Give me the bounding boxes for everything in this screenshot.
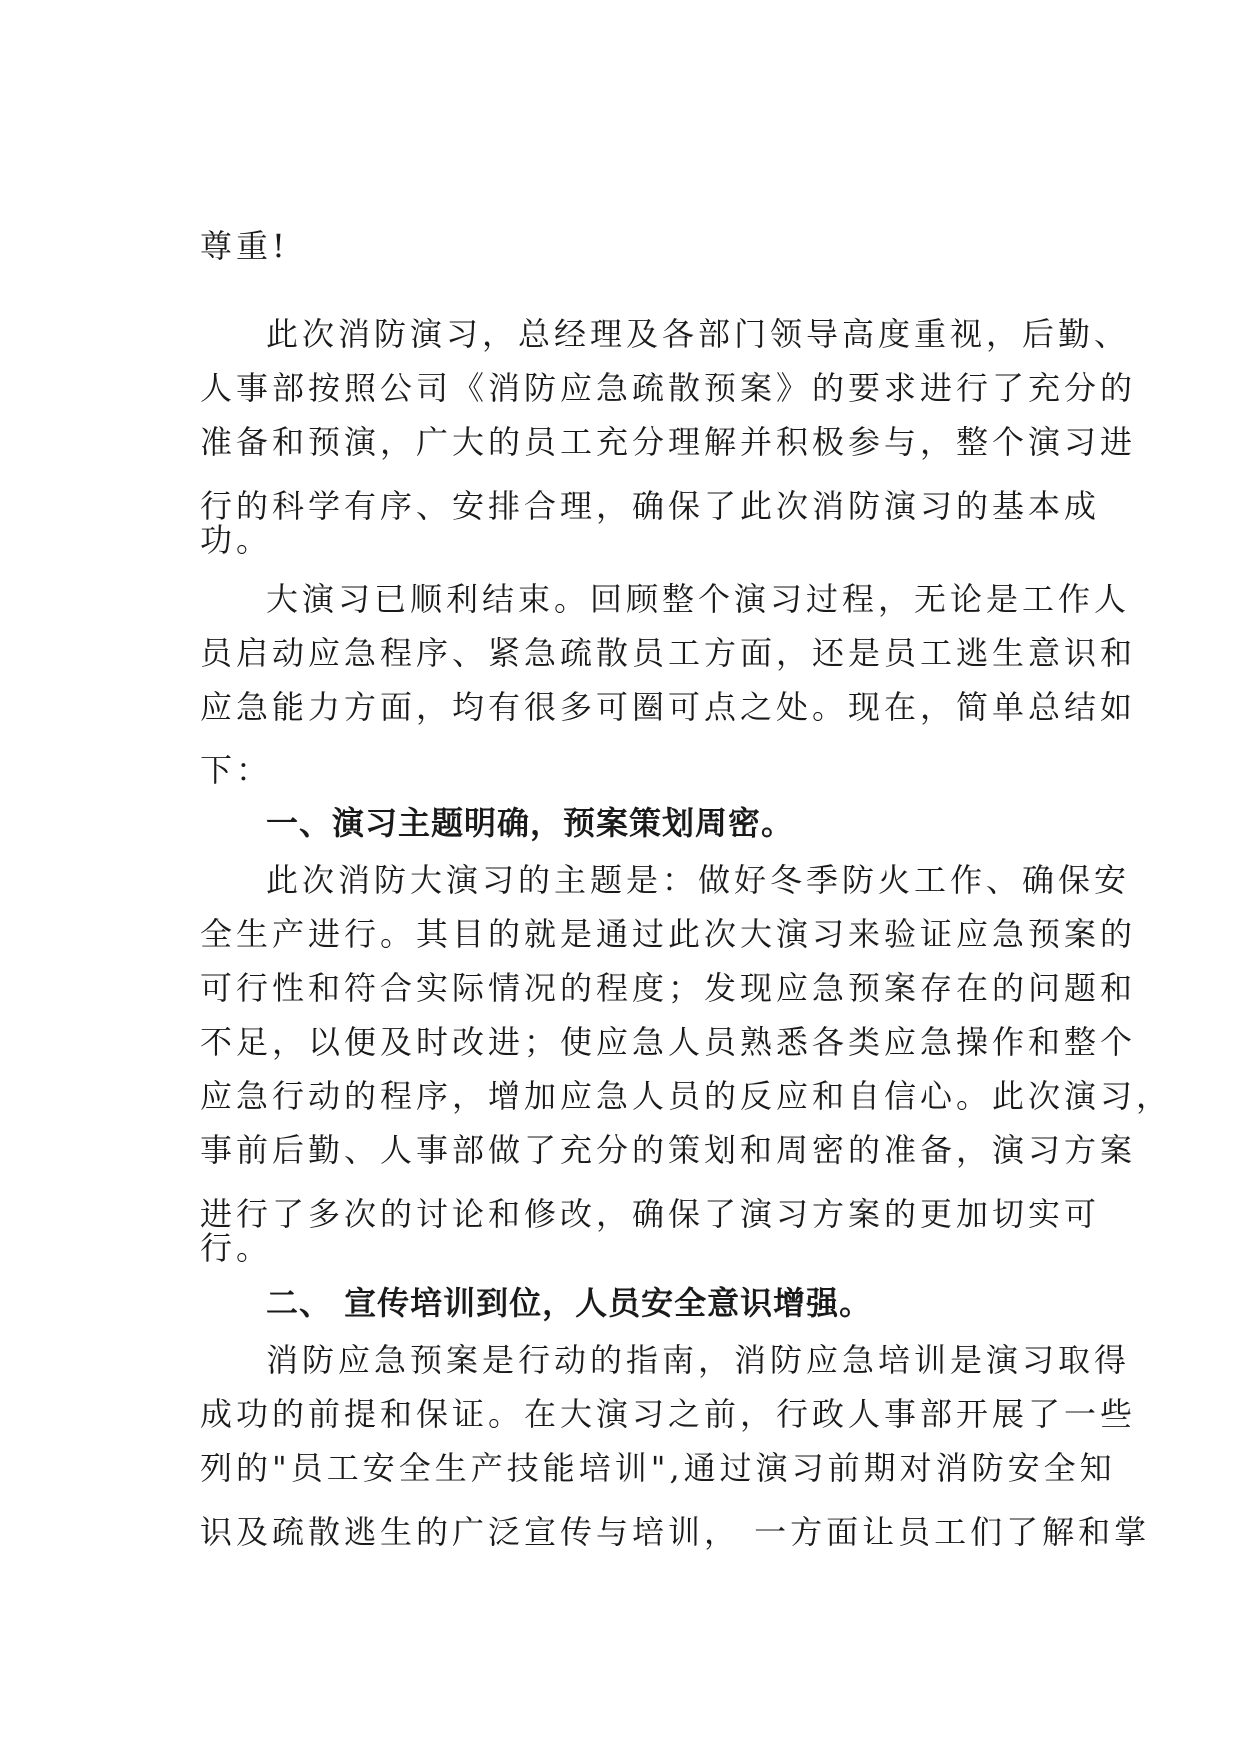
text-line: 功。 xyxy=(200,521,273,559)
text-line: 尊重! xyxy=(200,227,289,265)
paragraph-start-line: 大演习已顺利结束。回顾整个演习过程，无论是工作人 xyxy=(266,580,1131,618)
text-line: 准备和预演，广大的员工充分理解并积极参与，整个演习进 xyxy=(200,423,1137,461)
text-line: 不足，以便及时改进；使应急人员熟悉各类应急操作和整个 xyxy=(200,1023,1137,1061)
text-line: 行的科学有序、安排合理，确保了此次消防演习的基本成 xyxy=(200,487,1101,525)
paragraph-start-line: 此次消防演习，总经理及各部门领导高度重视，后勤、 xyxy=(266,315,1131,353)
section-heading: 二、 宣传培训到位，人员安全意识增强。 xyxy=(266,1284,873,1322)
text-line: 列的"员工安全生产技能培训",通过演习前期对消防安全知 xyxy=(200,1449,1116,1487)
text-line: 可行性和符合实际情况的程度；发现应急预案存在的问题和 xyxy=(200,969,1137,1007)
text-line: 行。 xyxy=(200,1229,273,1267)
text-line: 下： xyxy=(200,751,273,789)
paragraph-start-line: 消防应急预案是行动的指南，消防应急培训是演习取得 xyxy=(266,1341,1131,1379)
text-line: 识及疏散逃生的广泛宣传与培训， 一方面让员工们了解和掌 xyxy=(200,1513,1151,1551)
paragraph-start-line: 此次消防大演习的主题是：做好冬季防火工作、确保安 xyxy=(266,861,1131,899)
text-line: 进行了多次的讨论和修改，确保了演习方案的更加切实可 xyxy=(200,1195,1101,1233)
text-line: 人事部按照公司《消防应急疏散预案》的要求进行了充分的 xyxy=(200,369,1137,407)
text-line: 全生产进行。其目的就是通过此次大演习来验证应急预案的 xyxy=(200,915,1137,953)
text-line: 事前后勤、人事部做了充分的策划和周密的准备，演习方案 xyxy=(200,1131,1137,1169)
text-line: 员启动应急程序、紧急疏散员工方面，还是员工逃生意识和 xyxy=(200,634,1137,672)
text-line: 成功的前提和保证。在大演习之前，行政人事部开展了一些 xyxy=(200,1395,1137,1433)
text-line: 应急能力方面，均有很多可圈可点之处。现在，简单总结如 xyxy=(200,688,1137,726)
section-heading: 一、演习主题明确，预案策划周密。 xyxy=(266,804,795,842)
text-line: 应急行动的程序，增加应急人员的反应和自信心。此次演习， xyxy=(200,1077,1173,1115)
